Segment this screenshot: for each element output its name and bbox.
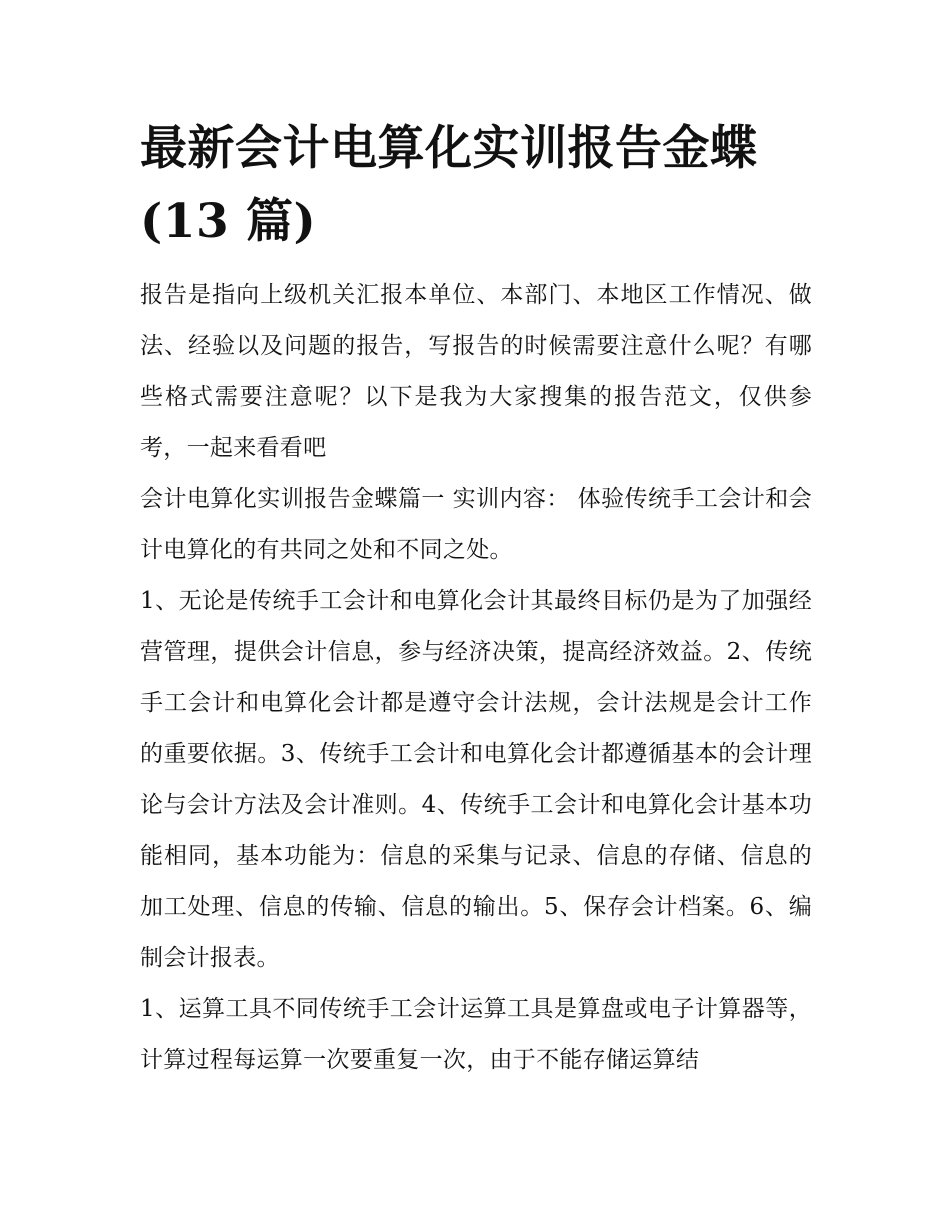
title-line-2: (13 篇) xyxy=(140,194,317,249)
document-title xyxy=(140,112,812,258)
paragraph-differences: 1、运算工具不同传统手工会计运算工具是算盘或电子计算器等，计算过程每运算一次要重复一次，由于不能存储运算结 xyxy=(140,996,812,1073)
paragraph-section-one: 会计电算化实训报告金蝶篇一 实训内容： 体验传统手工会计和会计电算化的有共同之处和不同之处。 xyxy=(140,486,812,563)
paragraph-similarities: 1、无论是传统手工会计和电算化会计其最终目标仍是为了加强经营管理，提供会计信息，参与经济决策，提高经济效益。2、传统手工会计和电算化会计都是遵守会计法规，会计法规是会计工作的重要依据。3、传统手工会计和电算化会计都遵循基本的会计理论与会计方法及会计准则。4、传统手工会计和电算化会计基本功能相同，基本功能为：信息的采集与记录、信息的存储、信息的加工处理、信息的传输、信息的输出。5、保存会计档案。6、编制会计报表。 xyxy=(140,588,812,971)
paragraph-intro: 报告是指向上级机关汇报本单位、本部门、本地区工作情况、做法、经验以及问题的报告，写报告的时候需要注意什么呢？有哪些格式需要注意呢？以下是我为大家搜集的报告范文，仅供参考，一起来看看吧 xyxy=(140,282,812,461)
title-line-1: 最新会计电算化实训报告金蝶 xyxy=(140,121,758,176)
document-page xyxy=(140,112,812,1086)
